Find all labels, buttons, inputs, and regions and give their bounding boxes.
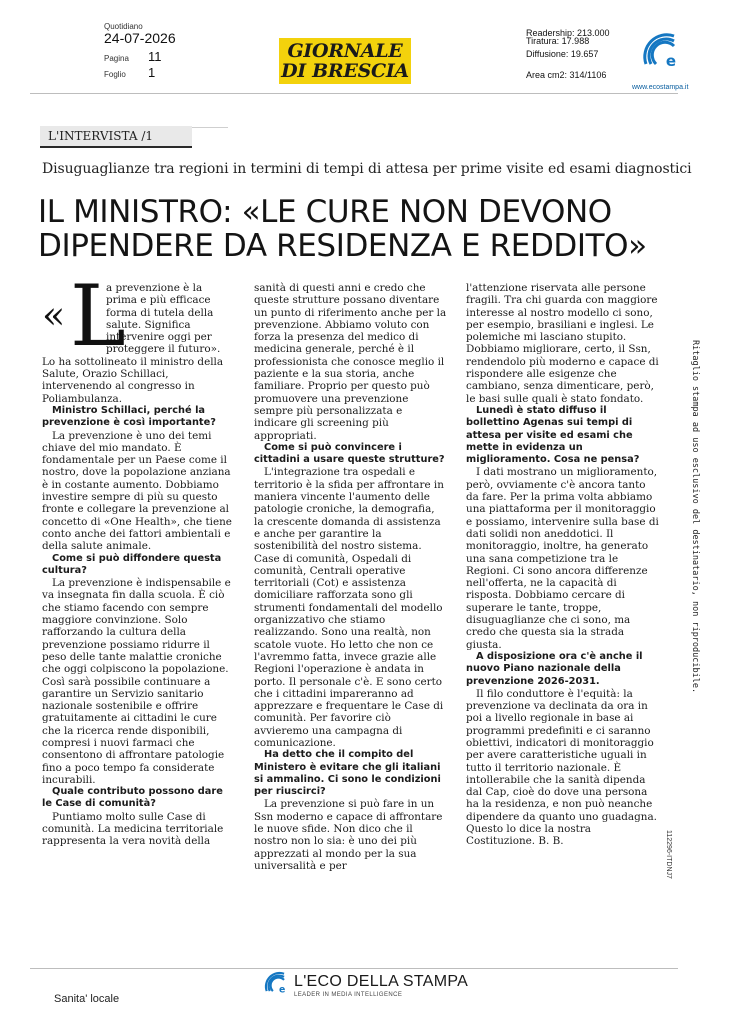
article-paragraph: sanità di questi anni e credo che queste strutture possano diventare un punto di riferimento anche per la prevenzione. Abbiamo voluto con forza la presenza del medico di medicina generale, perché è il professionista che conosce meglio il paziente e la sua storia, anche familiare. Proprio per questo può promuovere una prevenzione sempre più personalizzata e indicare gli screening più appropriati. (254, 282, 447, 442)
newspaper-logo (279, 38, 411, 84)
logo-line-1: GIORNALE (287, 40, 403, 62)
article-column-3 (466, 282, 659, 848)
article-paragraph: I dati mostrano un miglioramento, però, ovviamente c'è ancora tanto da fare. Per la prima volta abbiamo una piattaforma per il monitoraggio e possiamo, intervenire sulla base di dati solidi non aneddotici. Il monitoraggio, inoltre, ha generato una sana competizione tra le Regioni. Ci sono ancora differenze nell'offerta, ne la capacità di risposta. Dobbiamo cercare di superare le tante, troppe, disuguaglianze che ci sono, ma credo che questa sia la strada giusta. (466, 466, 659, 651)
interview-question: Come si può convincere i cittadini a usare queste strutture? (254, 441, 445, 466)
drop-cap-letter: L (70, 267, 126, 365)
pagina-label: Pagina (104, 54, 129, 63)
headline-line-2: DIPENDERE DA RESIDENZA E REDDITO» (38, 228, 647, 264)
article-paragraph: l'attenzione riservata alle persone fragili. Tra chi guarda con maggiore interesse al nostro modello ci sono, per esempio, brasiliani e inglesi. Le polemiche mi lasciano stupito. Dobbiamo migliorare, certo, il Ssn, rendendolo più moderno e capace di rispondere alle esigenze che cambiano, senza dimenticare, però, le basi sulle quali è stato fondato. (466, 282, 659, 405)
pagina-value: 11 (148, 49, 162, 64)
headline-line-1: IL MINISTRO: «LE CURE NON DEVONO (38, 194, 612, 230)
section-name: Sanita' locale (54, 993, 120, 1005)
article-paragraph: a prevenzione è la prima e più efficace forma di tutela della salute. Significa intervenire oggi per proteggere il futuro». Lo ha sottolineato il ministro della Salute, Orazio Schillaci, intervenendo al congresso in Poliambulanza. (42, 282, 224, 405)
eco-url: www.ecostampa.it (632, 84, 689, 91)
footer-divider (30, 968, 678, 969)
tiratura: Tiratura: 17.988 (526, 36, 590, 46)
drop-cap (42, 267, 126, 365)
interview-question: A disposizione ora c'è anche il nuovo Piano nazionale della prevenzione 2026-2031. (466, 650, 643, 687)
area-cm2: Area cm2: 314/1106 (526, 70, 607, 80)
interview-question: Ha detto che il compito del Ministero è evitare che gli italiani si ammalino. Ci sono le condizioni per riuscirci? (254, 749, 441, 798)
foglio-label: Foglio (104, 70, 126, 79)
drop-cap-quote: « (42, 293, 66, 337)
header-divider (30, 93, 678, 94)
readership: Readership: 213.000 (526, 28, 610, 38)
interview-question: Lunedì è stato diffuso il bollettino Agenas sui tempi di attesa per visite ed esami che mette in evidenza un miglioramento. Cosa ne pensa? (466, 404, 640, 466)
article-paragraph: L'integrazione tra ospedali e territorio è la sfida per affrontare in maniera vincente l'aumento delle patologie croniche, la demografia, la crescente domanda di assistenza e anche per garantire la sostenibilità del nostro sistema. Case di comunità, Ospedali di comunità, Centrali operative territoriali (Cot) e assistenza domiciliare rafforzata sono gli strumenti fondamentali del modello organizzativo che stiamo realizzando. Sono una realtà, non scatole vuote. Ho letto che non ce l'avremmo fatta, invece grazie alle Regioni l'operazione è andata in porto. Il personale c'è. E sono certo che i cittadini impareranno ad apprezzare e frequentare le Case di comunità. Per favorire ciò avvieremo una campagna di comunicazione. (254, 466, 444, 749)
interview-question: Come si può diffondere questa cultura? (42, 552, 222, 576)
source-type-label: Quotidiano (104, 22, 143, 31)
article-paragraph: La prevenzione è indispensabile e va insegnata fin dalla scuola. È ciò che stiamo facendo con sempre maggiore convinzione. Solo rafforzando la cultura della prevenzione possiamo ridurre il peso delle tante malattie croniche che oggi colpiscono la popolazione. Così sarà possibile continuare a garantire un Servizio sanitario nazionale sostenibile e offrire gratuitamente ai cittadini le cure che la ricerca rende disponibili, compresi i nuovi farmaci che consentono di affrontare patologie fino a poco tempo fa considerate incurabili. (42, 577, 231, 786)
article-kicker: L'INTERVISTA /1 (48, 129, 154, 143)
interview-question: Quale contributo possono dare le Case di comunità? (42, 786, 223, 810)
diffusione: Diffusione: 19.657 (526, 49, 599, 59)
eco-footer-tagline: LEADER IN MEDIA INTELLIGENCE (294, 992, 403, 998)
eco-footer-brand: L'ECO DELLA STAMPA (294, 973, 469, 990)
foglio-value: 1 (148, 65, 156, 80)
article-column-2 (254, 282, 447, 872)
svg-text:e: e (665, 52, 677, 70)
article-paragraph: La prevenzione si può fare in un Ssn moderno e capace di affrontare le nuove sfide. Non dico che il nostro non lo sia: è uno dei più apprezzati al mondo per la sua universalità e per (254, 798, 443, 872)
article-subtitle: Disuguaglianze tra regioni in termini di tempi di attesa per prime visite ed esami diagnostici (42, 161, 692, 177)
kicker-divider (192, 127, 228, 128)
copyright-note (690, 340, 716, 740)
article-paragraph: Il filo conduttore è l'equità: la prevenzione va declinata da ora in poi a livello regionale in base ai programmi predefiniti e ci saranno obiettivi, indicatori di monitoraggio per avere caratteristiche uguali in tutto il territorio nazionale. È intollerabile che la sanità dipenda dal Cap, cioè do dove una persona ha la residenza, e non può neanche dipendere da quanto uno guadagna. Questo lo dice la nostra Costituzione. B. B. (466, 687, 657, 848)
article-paragraph: La prevenzione è uno dei temi chiave del mio mandato. È fondamentale per un Paese come il nostro, dove la popolazione anziana è in costante aumento. Dobbiamo investire sempre di più su questo fronte e collegare la prevenzione al concetto di «One Health», che tiene conto anche dei fattori ambientali e della salute animale. (42, 429, 232, 553)
copyright-note-text: Ritaglio stampa ad uso esclusivo del destinatario, non riproducibile. (690, 340, 700, 694)
eco-della-stampa-logo-icon (640, 30, 682, 72)
issue-date: 24-07-2026 (104, 30, 176, 46)
svg-text:e: e (279, 984, 286, 996)
clipping-code-text: 112296-ITDNJ7 (665, 830, 672, 879)
article-paragraph: Puntiamo molto sulle Case di comunità. La medicina territoriale rappresenta la vera novità della (42, 810, 224, 848)
logo-line-2: DI BRESCIA (281, 60, 409, 82)
eco-footer-logo-icon (263, 970, 289, 996)
article-column-1 (42, 267, 235, 848)
interview-question: Ministro Schillaci, perché la prevenzione è così importante? (42, 404, 216, 429)
